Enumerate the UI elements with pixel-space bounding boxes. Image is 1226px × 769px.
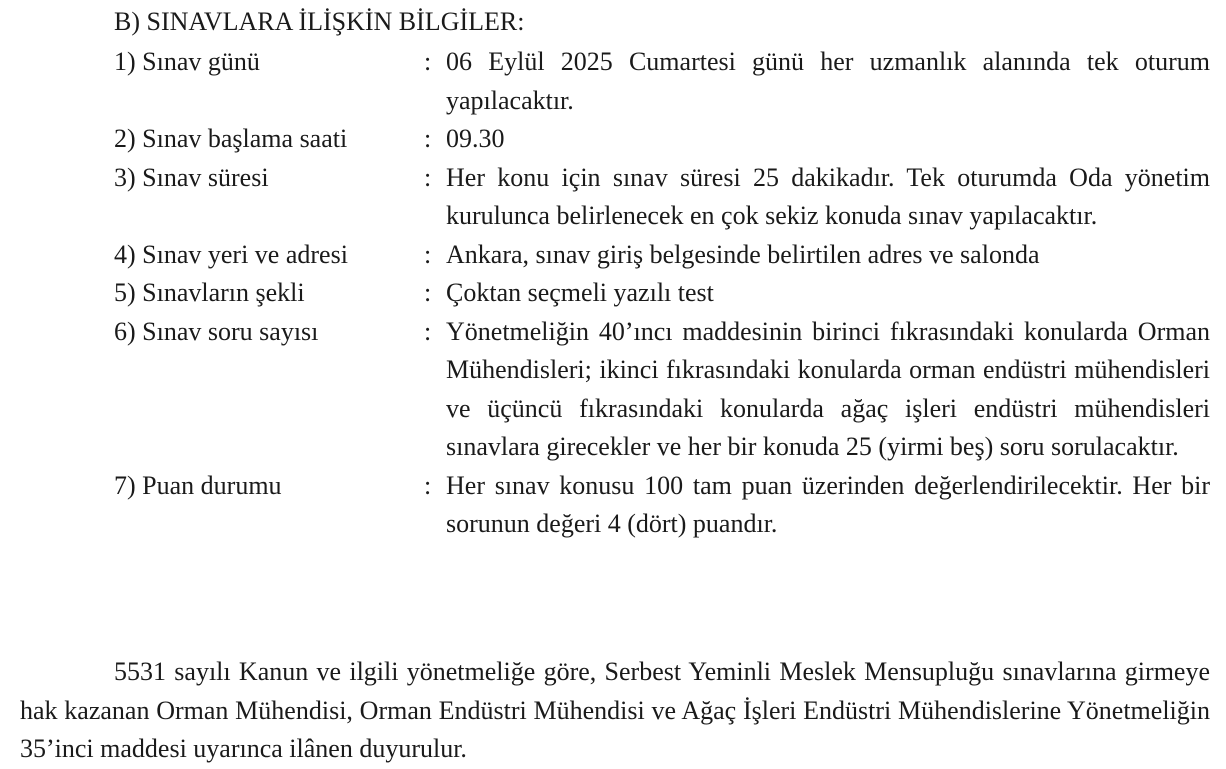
info-label: 1) Sınav günü xyxy=(114,47,260,76)
info-row-scoring xyxy=(114,467,1210,544)
info-value: 09.30 xyxy=(446,124,505,153)
info-row-question-count xyxy=(114,313,1210,467)
info-label: 6) Sınav soru sayısı xyxy=(114,316,319,346)
section-heading: B) SINAVLARA İLİŞKİN BİLGİLER: xyxy=(114,7,525,36)
info-value: Her sınav konusu 100 tam puan üzerinden değerlendirilecektir. Her bir sorunun değeri 4 (dört) puandır. xyxy=(446,470,1210,538)
info-label: 3) Sınav süresi xyxy=(114,162,269,192)
info-value: 06 Eylül 2025 Cumartesi günü her uzmanlık alanında tek oturum yapılacaktır. xyxy=(446,47,1210,115)
closing-paragraph: 5531 sayılı Kanun ve ilgili yönetmeliğe göre, Serbest Yeminli Meslek Mensupluğu sınavlarına girmeye hak kazanan Orman Mühendisi, Orman Endüstri Mühendisi ve Ağaç İşleri Endüstri Mühendislerine Yönetmeliğin 35’inci maddesi uyarınca ilânen duyurulur. xyxy=(20,657,1210,763)
info-row-location xyxy=(114,236,1210,275)
info-label: 2) Sınav başlama saati xyxy=(114,124,348,153)
info-colon: : xyxy=(424,124,432,153)
info-row-format xyxy=(114,274,1210,313)
info-colon: : xyxy=(424,239,432,269)
info-value: Çoktan seçmeli yazılı test xyxy=(446,278,714,307)
info-colon: : xyxy=(424,162,432,192)
exam-info-list xyxy=(114,43,1210,544)
info-label: 7) Puan durumu xyxy=(114,470,282,500)
info-value: Yönetmeliğin 40’ıncı maddesinin birinci fıkrasındaki konularda Orman Mühendisleri; ikinci fıkrasındaki konularda orman endüstri mühendisleri ve üçüncü fıkrasındaki konularda ağaç işleri endüstri mühendisleri sınavlara girecekler ve her bir konuda 25 (yirmi beş) soru sorulacaktır. xyxy=(446,316,1210,461)
info-row-start-time xyxy=(114,120,1210,159)
info-label: 5) Sınavların şekli xyxy=(114,278,305,307)
info-colon: : xyxy=(424,47,432,76)
info-row-exam-day xyxy=(114,43,1210,120)
info-value: Her konu için sınav süresi 25 dakikadır. Tek oturumda Oda yönetim kurulunca belirlenecek en çok sekiz konuda sınav yapılacaktır. xyxy=(446,162,1210,230)
info-value: Ankara, sınav giriş belgesinde belirtilen adres ve salonda xyxy=(446,239,1040,269)
info-label: 4) Sınav yeri ve adresi xyxy=(114,239,348,269)
info-row-duration xyxy=(114,159,1210,236)
info-colon: : xyxy=(424,316,432,346)
info-colon: : xyxy=(424,278,432,307)
info-colon: : xyxy=(424,470,432,500)
